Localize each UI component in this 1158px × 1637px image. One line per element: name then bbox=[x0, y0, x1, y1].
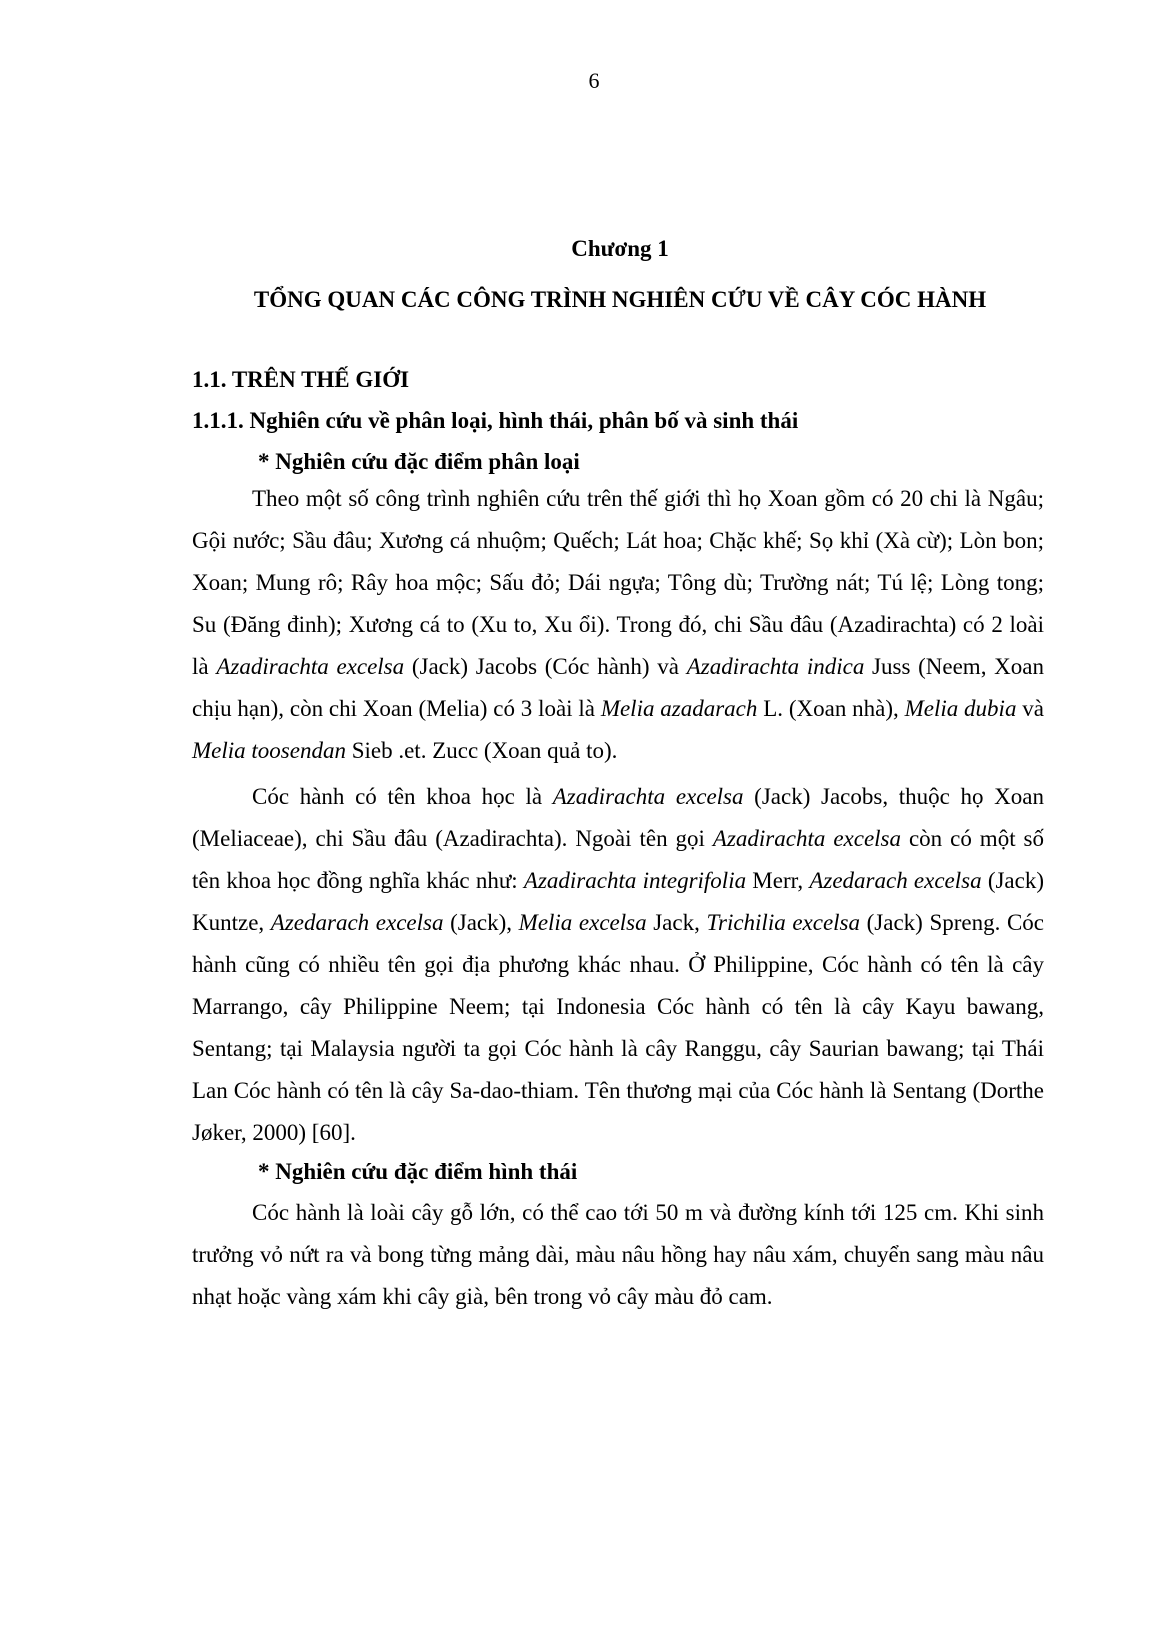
species-name: Azadirachta indica bbox=[686, 654, 865, 679]
section-heading: 1.1. TRÊN THẾ GIỚI bbox=[192, 367, 410, 392]
paragraph-classification bbox=[192, 478, 1044, 772]
topic-heading-morphology: * Nghiên cứu đặc điểm hình thái bbox=[258, 1159, 578, 1184]
text-segment: L. (Xoan nhà), bbox=[757, 696, 905, 721]
document-body bbox=[192, 364, 1044, 1318]
paragraph-morphology: Cóc hành là loài cây gỗ lớn, có thể cao tới 50 m và đường kính tới 125 cm. Khi sinh trưởng vỏ nứt ra và bong từng mảng dài, màu nâu hồng hay nâu xám, chuyển sang màu nâu nhạt hoặc vàng xám khi cây già, bên trong vỏ cây màu đỏ cam. bbox=[192, 1200, 1044, 1309]
species-name: Azedarach excelsa bbox=[270, 910, 444, 935]
chapter-label: Chương 1 bbox=[571, 236, 669, 261]
chapter-heading bbox=[195, 232, 1045, 317]
text-segment: (Jack), bbox=[443, 910, 519, 935]
species-name: Azadirachta integrifolia bbox=[523, 868, 747, 893]
species-name: Azedarach excelsa bbox=[809, 868, 982, 893]
species-name: Trichilia excelsa bbox=[706, 910, 861, 935]
text-segment: Juss (Neem, Xoan chịu hạn), còn chi Xoan (Melia) có 3 loài là bbox=[192, 654, 1044, 721]
paragraph-nomenclature bbox=[192, 776, 1044, 1154]
chapter-title: TỔNG QUAN CÁC CÔNG TRÌNH NGHIÊN CỨU VỀ CÂY CÓC HÀNH bbox=[253, 287, 987, 312]
page-number: 6 bbox=[588, 68, 600, 93]
text-segment: (Jack) Kuntze, bbox=[192, 868, 1045, 935]
text-segment: còn có một số tên khoa học đồng nghĩa khác như: bbox=[192, 826, 1044, 893]
species-name: Azadirachta excelsa bbox=[712, 826, 901, 851]
text-segment: Cóc hành có tên khoa học là bbox=[252, 784, 553, 809]
species-name: Melia excelsa bbox=[518, 910, 647, 935]
text-segment: (Jack) Jacobs, thuộc họ Xoan (Meliaceae), chi Sầu đâu (Azadirachta). Ngoài tên gọi bbox=[192, 784, 1044, 851]
species-name: Melia dubia bbox=[904, 696, 1017, 721]
text-segment: Theo một số công trình nghiên cứu trên thế giới thì họ Xoan gồm có 20 chi là Ngâu; Gội nước; Sầu đâu; Xương cá nhuộm; Quếch; Lát hoa; Chặc khế; Sọ khỉ (Xà cừ); Lòn bon; Xoan; Mung rô; Rây hoa mộc; Sấu đỏ; Dái ngựa; Tông dù; Trường nát; Tú lệ; Lòng tong; Su (Đăng đinh); Xương cá to (Xu to, Xu ổi). Trong đó, chi Sầu đâu (Azadirachta) có 2 loài là bbox=[192, 486, 1044, 679]
subsection-heading: 1.1.1. Nghiên cứu về phân loại, hình thái, phân bố và sinh thái bbox=[192, 408, 799, 433]
text-segment: Merr, bbox=[746, 868, 810, 893]
text-segment: Jack, bbox=[646, 910, 707, 935]
species-name: Melia toosendan bbox=[192, 738, 346, 763]
species-name: Azadirachta excelsa bbox=[552, 784, 744, 809]
text-segment: và bbox=[1016, 696, 1044, 721]
text-segment: Sieb .et. Zucc (Xoan quả to). bbox=[345, 738, 618, 763]
species-name: Azadirachta excelsa bbox=[216, 654, 405, 679]
text-segment: (Jack) Jacobs (Cóc hành) và bbox=[404, 654, 687, 679]
text-segment: (Jack) Spreng. Cóc hành cũng có nhiều tên gọi địa phương khác nhau. Ở Philippine, Cóc hành có tên là cây Marrango, cây Philippine Neem; tại Indonesia Cóc hành có tên là cây Kayu bawang, Sentang; tại Malaysia người ta gọi Cóc hành là cây Ranggu, cây Saurian bawang; tại Thái Lan Cóc hành có tên là cây Sa-dao-thiam. Tên thương mại của Cóc hành là Sentang (Dorthe Jøker, 2000) [60]. bbox=[192, 910, 1045, 1145]
topic-heading-classification: * Nghiên cứu đặc điểm phân loại bbox=[258, 449, 580, 474]
species-name: Melia azadarach bbox=[600, 696, 758, 721]
